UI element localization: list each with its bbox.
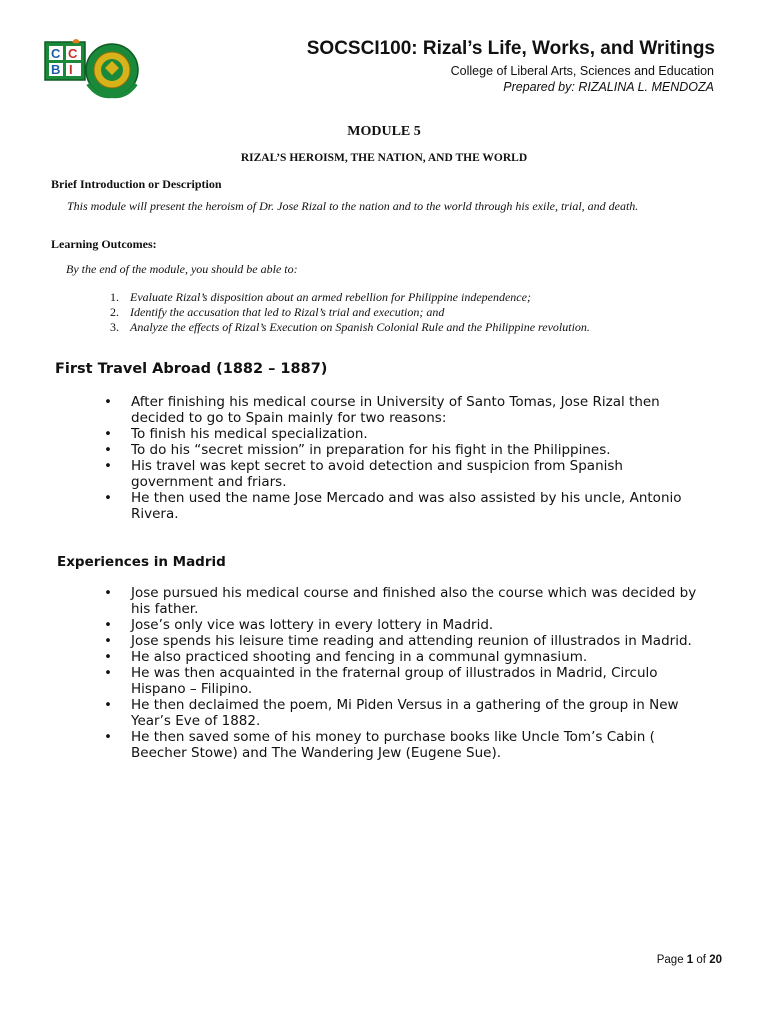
outcomes-lead: By the end of the module, you should be able to:: [66, 262, 298, 276]
page-number: Page 1 of 20: [656, 954, 722, 966]
outcomes-list: [110, 290, 590, 335]
outcome-item: 2. Identify the accusation that led to Rizal’s trial and execution; and: [110, 305, 445, 319]
list-item: • After finishing his medical course in University of Santo Tomas, Jose Rizal then decided to go to Spain mainly for two reasons:: [104, 394, 660, 426]
bullet-icon: •: [104, 697, 112, 713]
svg-text:B: B: [51, 62, 61, 77]
list-item: • He also practiced shooting and fencing in a communal gymnasium.: [104, 649, 588, 665]
intro-heading: Brief Introduction or Description: [51, 177, 222, 191]
bullet-icon: •: [104, 394, 112, 410]
madrid-bullets: [104, 585, 704, 761]
list-item: • His travel was kept secret to avoid detection and suspicion from Spanish government and friars.: [104, 458, 623, 490]
college-logo: [42, 38, 142, 100]
outcome-item: 1. Evaluate Rizal’s disposition about an armed rebellion for Philippine independence;: [110, 290, 531, 304]
bullet-icon: •: [104, 665, 112, 681]
college-name: College of Liberal Arts, Sciences and Education: [450, 64, 714, 78]
outcome-item: 3. Analyze the effects of Rizal’s Execution on Spanish Colonial Rule and the Philippine revolution.: [110, 320, 590, 334]
bullet-icon: •: [104, 617, 112, 633]
list-item: • To do his “secret mission” in preparation for his fight in the Philippines.: [104, 442, 611, 458]
bullet-icon: •: [104, 490, 112, 506]
bullet-icon: •: [104, 585, 112, 601]
list-item: • He then used the name Jose Mercado and was also assisted by his uncle, Antonio Rivera.: [104, 490, 682, 522]
course-title: SOCSCI100: Rizal’s Life, Works, and Writings: [306, 38, 715, 59]
section-heading-first-travel: First Travel Abroad (1882 – 1887): [55, 361, 328, 377]
svg-text:I: I: [69, 62, 73, 77]
bullet-icon: •: [104, 458, 112, 474]
first-travel-bullets: [104, 394, 704, 522]
prepared-by: Prepared by: RIZALINA L. MENDOZA: [503, 80, 714, 94]
list-item: • Jose spends his leisure time reading and attending reunion of illustrados in Madrid.: [104, 633, 692, 649]
bullet-icon: •: [104, 442, 112, 458]
svg-text:C: C: [51, 46, 61, 61]
section-heading-madrid: Experiences in Madrid: [57, 554, 226, 570]
college-seal-logo-icon: [42, 38, 142, 100]
bullet-icon: •: [104, 729, 112, 745]
list-item: • To finish his medical specialization.: [104, 426, 368, 442]
svg-text:C: C: [68, 46, 78, 61]
list-item: • Jose’s only vice was lottery in every lottery in Madrid.: [104, 617, 494, 633]
intro-text: This module will present the heroism of Dr. Jose Rizal to the nation and to the world through his exile, trial, and death.: [67, 199, 639, 213]
list-item: • He then declaimed the poem, Mi Piden Versus in a gathering of the group in New Year’s Eve of 1882.: [104, 697, 679, 729]
list-item: • Jose pursued his medical course and finished also the course which was decided by his father.: [104, 585, 697, 617]
bullet-icon: •: [104, 649, 112, 665]
module-number: MODULE 5: [347, 124, 421, 139]
list-item: • He was then acquainted in the fraternal group of illustrados in Madrid, Circulo Hispano – Filipino.: [104, 665, 658, 697]
bullet-icon: •: [104, 426, 112, 442]
outcomes-heading: Learning Outcomes:: [51, 237, 157, 251]
module-title: RIZAL’S HEROISM, THE NATION, AND THE WORLD: [240, 152, 528, 164]
list-item: • He then saved some of his money to purchase books like Uncle Tom’s Cabin ( Beecher Stowe) and The Wandering Jew (Eugene Sue).: [104, 729, 655, 761]
bullet-icon: •: [104, 633, 112, 649]
